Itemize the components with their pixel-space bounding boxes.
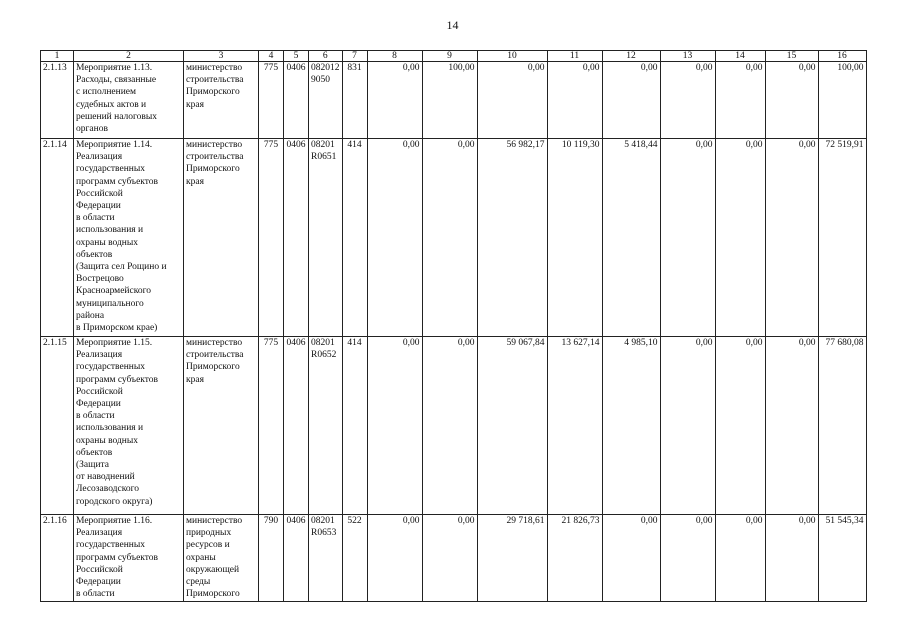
value-cell: 0,00 [602, 62, 660, 139]
target-article-code: 082012 9050 [309, 62, 343, 139]
value-cell: 10 119,30 [547, 139, 602, 337]
value-cell: 0,00 [660, 62, 715, 139]
column-header: 1 [41, 51, 74, 62]
column-header: 2 [74, 51, 184, 62]
column-header: 16 [818, 51, 866, 62]
row-id: 2.1.14 [41, 139, 74, 337]
table-row [41, 139, 867, 337]
value-cell: 0,00 [765, 139, 818, 337]
value-cell: 0,00 [715, 62, 765, 139]
value-cell: 0,00 [422, 139, 477, 337]
column-header: 9 [422, 51, 477, 62]
column-header: 5 [284, 51, 309, 62]
expense-type-code: 414 [342, 337, 367, 515]
section-code: 0406 [284, 337, 309, 515]
target-article-code: 08201 R0652 [309, 337, 343, 515]
column-header: 15 [765, 51, 818, 62]
grbs-code: 775 [259, 139, 284, 337]
row-id: 2.1.16 [41, 515, 74, 602]
value-cell: 0,00 [477, 62, 547, 139]
section-code: 0406 [284, 139, 309, 337]
column-header: 13 [660, 51, 715, 62]
value-cell: 0,00 [547, 62, 602, 139]
value-cell: 13 627,14 [547, 337, 602, 515]
column-header: 11 [547, 51, 602, 62]
section-code: 0406 [284, 62, 309, 139]
grbs-code: 790 [259, 515, 284, 602]
grbs-code: 775 [259, 337, 284, 515]
value-cell: 4 985,10 [602, 337, 660, 515]
activity-name: Мероприятие 1.16. Реализация государственных программ субъектов Российской Федерации в области [74, 515, 184, 602]
value-cell: 59 067,84 [477, 337, 547, 515]
target-article-code: 08201 R0653 [309, 515, 343, 602]
table-header-row [41, 51, 867, 62]
value-cell: 100,00 [422, 62, 477, 139]
column-header: 10 [477, 51, 547, 62]
value-cell: 0,00 [660, 139, 715, 337]
row-id: 2.1.13 [41, 62, 74, 139]
target-article-code: 08201 R0651 [309, 139, 343, 337]
value-cell: 0,00 [367, 337, 422, 515]
value-cell: 5 418,44 [602, 139, 660, 337]
value-cell: 0,00 [367, 139, 422, 337]
value-cell: 21 826,73 [547, 515, 602, 602]
activity-name: Мероприятие 1.14. Реализация государственных программ субъектов Российской Федерации в области использования и охраны водных объектов (Защита сел Рощино и Вострецово Красноармейского муниципального района в Приморском крае) [74, 139, 184, 337]
value-cell: 0,00 [602, 515, 660, 602]
value-cell: 0,00 [715, 337, 765, 515]
column-header: 4 [259, 51, 284, 62]
section-code: 0406 [284, 515, 309, 602]
table-row [41, 62, 867, 139]
executor: министерство природных ресурсов и охраны окружающей среды Приморского [184, 515, 259, 602]
total-cell: 72 519,91 [818, 139, 866, 337]
value-cell: 0,00 [660, 337, 715, 515]
value-cell: 0,00 [765, 515, 818, 602]
column-header: 6 [309, 51, 343, 62]
column-header: 3 [184, 51, 259, 62]
value-cell: 0,00 [715, 515, 765, 602]
value-cell: 0,00 [660, 515, 715, 602]
total-cell: 51 545,34 [818, 515, 866, 602]
table-row [41, 515, 867, 602]
page-number: 14 [446, 18, 459, 32]
activity-name: Мероприятие 1.13. Расходы, связанные с исполнением судебных актов и решений налоговых органов [74, 62, 184, 139]
value-cell: 0,00 [715, 139, 765, 337]
table-row [41, 337, 867, 515]
value-cell: 29 718,61 [477, 515, 547, 602]
total-cell: 77 680,08 [818, 337, 866, 515]
executor: министерство строительства Приморского края [184, 139, 259, 337]
executor: министерство строительства Приморского края [184, 337, 259, 515]
total-cell: 100,00 [818, 62, 866, 139]
column-header: 14 [715, 51, 765, 62]
row-id: 2.1.15 [41, 337, 74, 515]
value-cell: 0,00 [367, 62, 422, 139]
column-header: 12 [602, 51, 660, 62]
expense-type-code: 831 [342, 62, 367, 139]
expense-type-code: 522 [342, 515, 367, 602]
column-header: 8 [367, 51, 422, 62]
activity-name: Мероприятие 1.15. Реализация государственных программ субъектов Российской Федерации в области использования и охраны водных объектов (Защита от наводнений Лесозаводского городского округа) [74, 337, 184, 515]
value-cell: 0,00 [422, 515, 477, 602]
value-cell: 0,00 [422, 337, 477, 515]
value-cell: 0,00 [367, 515, 422, 602]
grbs-code: 775 [259, 62, 284, 139]
value-cell: 0,00 [765, 62, 818, 139]
executor: министерство строительства Приморского края [184, 62, 259, 139]
expense-type-code: 414 [342, 139, 367, 337]
value-cell: 0,00 [765, 337, 818, 515]
budget-table [40, 50, 867, 602]
column-header: 7 [342, 51, 367, 62]
value-cell: 56 982,17 [477, 139, 547, 337]
